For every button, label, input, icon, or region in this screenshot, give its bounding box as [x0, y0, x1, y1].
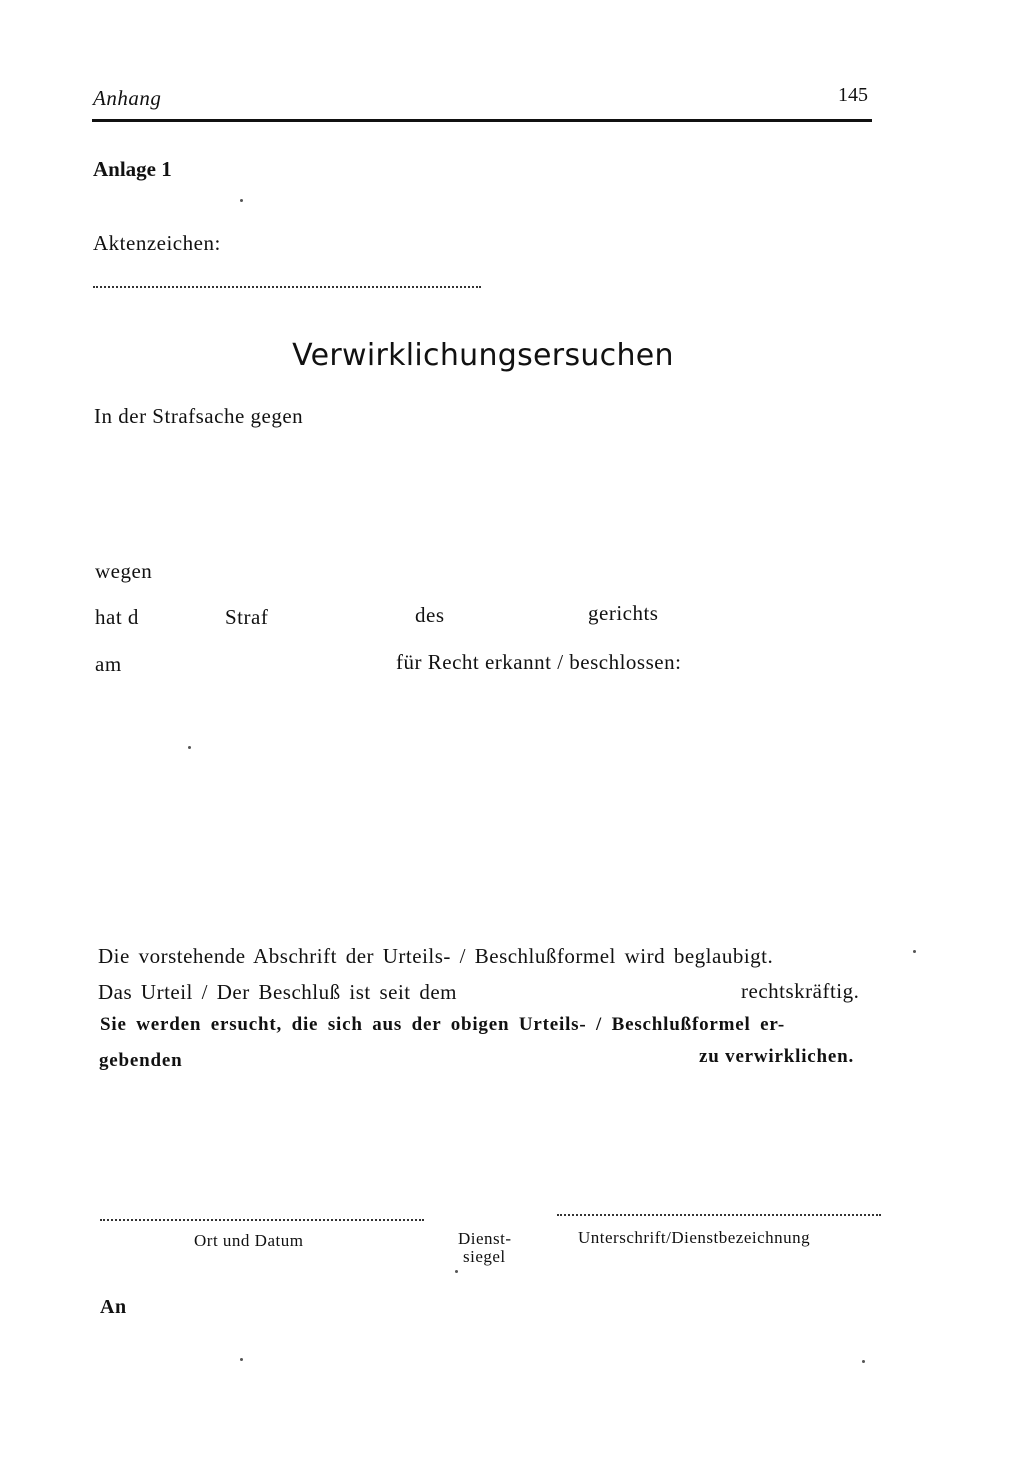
- anlage-heading: Anlage 1: [93, 157, 172, 181]
- ersuch-text-line2-right: zu verwirklichen.: [699, 1046, 855, 1067]
- header-rule: [92, 119, 872, 122]
- header-section-title: Anhang: [93, 86, 162, 110]
- straf-label: Straf: [225, 605, 269, 629]
- wegen-label: wegen: [95, 559, 153, 583]
- recht-erkannt-label: für Recht erkannt / beschlossen:: [396, 650, 682, 674]
- dienstsiegel-label-1: Dienst-: [458, 1229, 512, 1248]
- page-number: 145: [838, 84, 868, 106]
- ort-datum-label: Ort und Datum: [194, 1231, 304, 1250]
- ersuch-text-line2-left: gebenden: [99, 1050, 183, 1071]
- ort-datum-line: [100, 1219, 424, 1221]
- dienstsiegel-label-2: siegel: [463, 1247, 506, 1266]
- beglaubigung-text: Die vorstehende Abschrift der Urteils- / Beschlußformel wird beglaubigt.: [98, 944, 774, 968]
- scan-speck: [188, 746, 191, 749]
- scan-speck: [862, 1360, 865, 1363]
- hat-d-label: hat d: [95, 605, 139, 629]
- ersuch-text-line1: Sie werden ersucht, die sich aus der obigen Urteils- / Beschlußformel er-: [100, 1014, 786, 1035]
- rechtskraeftig-suffix: rechtskräftig.: [741, 979, 860, 1003]
- aktenzeichen-field-line: [93, 286, 481, 288]
- form-title: Verwirklichungsersuchen: [292, 338, 674, 373]
- unterschrift-line: [557, 1214, 881, 1216]
- scan-speck: [913, 950, 916, 953]
- scan-speck: [240, 1358, 243, 1361]
- strafsache-label: In der Strafsache gegen: [94, 404, 304, 428]
- des-label: des: [415, 603, 445, 627]
- scan-speck: [455, 1270, 458, 1273]
- recipient-label: An: [100, 1296, 127, 1318]
- aktenzeichen-label: Aktenzeichen:: [93, 231, 221, 255]
- scan-speck: [240, 199, 243, 202]
- rechtskraeftig-text: Das Urteil / Der Beschluß ist seit dem: [98, 980, 458, 1004]
- gerichts-label: gerichts: [588, 601, 659, 625]
- am-label: am: [95, 652, 122, 676]
- unterschrift-label: Unterschrift/Dienstbezeichnung: [578, 1228, 811, 1247]
